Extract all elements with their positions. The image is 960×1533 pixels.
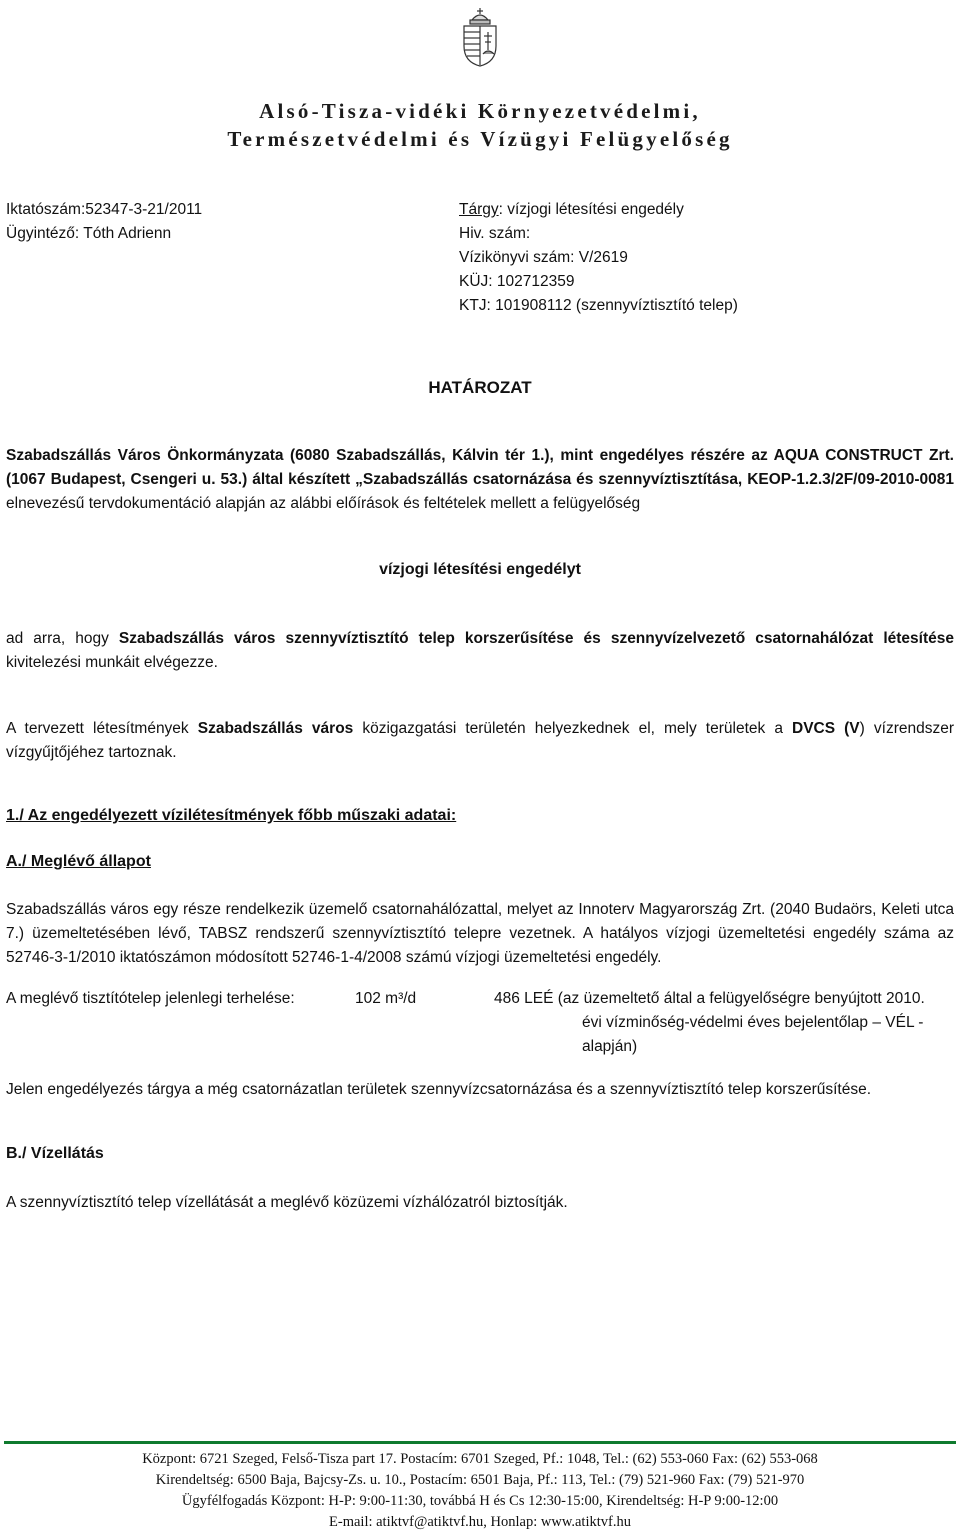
section1-title: 1./ Az engedélyezett vízilétesítmények főbb műszaki adatai: <box>6 807 457 824</box>
footer-line2: Kirendeltség: 6500 Baja, Bajcsy-Zs. u. 10., Postacím: 6501 Baja, Pf.: 113, Tel.: (79) 521-960 Fax: (79) 521-970 <box>155 1472 805 1488</box>
load-label: A meglévő tisztítótelep jelenlegi terhelése: <box>6 990 295 1007</box>
file-number: Iktatószám:52347-3-21/2011 <box>6 201 203 218</box>
decision-title: HATÁROZAT <box>428 378 532 397</box>
load-flow: 102 m³/d <box>355 990 417 1007</box>
grant-bold: Szabadszállás város szennyvíztisztító telep korszerűsítése és szennyvízelvezető csatornahálózat létesítése <box>118 630 954 647</box>
office-name-line1: Alsó-Tisza-vidéki Környezetvédelmi, <box>259 99 701 123</box>
grant-prefix: ad arra, hogy <box>6 630 119 647</box>
area-part1: A tervezett létesítmények <box>6 720 198 737</box>
intro-paragraph <box>6 444 954 516</box>
subject-paragraph: Jelen engedélyezés tárgya a még csatornázatlan területek szennyvízcsatornázása és a szennyvíztisztító telep korszerűsítése. <box>6 1081 872 1098</box>
footer <box>0 1449 960 1533</box>
load-le-line1: 486 LEÉ (az üzemeltető által a felügyelőségre benyújtott 2010. <box>494 990 925 1007</box>
sectionB-title: B./ Vízellátás <box>6 1145 104 1162</box>
case-officer: Ügyintéző: Tóth Adrienn <box>6 225 172 242</box>
water-paragraph: A szennyvíztisztító telep vízellátását a meglévő közüzemi vízhálózatról biztosítják. <box>6 1194 568 1211</box>
intro-bold: Szabadszállás Város Önkormányzata (6080 Szabadszállás, Kálvin tér 1.), mint engedélyes részére az AQUA CONSTRUCT Zrt. (1067 Budapest, Csengeri u. 53.) által készített „Szabadszállás csatornázása és szennyvíztisztítása, KEOP-1.2.3/2F/09-2010-0081 <box>6 447 954 488</box>
intro-normal: elnevezésű tervdokumentáció alapján az alábbi előírások és feltételek mellett a felügyelőség <box>6 495 641 512</box>
grant-paragraph <box>6 627 954 675</box>
reference-right <box>459 198 738 318</box>
ktj-number: KTJ: 101908112 (szennyvíztisztító telep) <box>459 297 738 314</box>
load-le-line2: évi vízminőség-védelmi éves bejelentőlap – VÉL - alapján) <box>582 1014 924 1055</box>
footer-line4: E-mail: atiktvf@atiktvf.hu, Honlap: www.atiktvf.hu <box>329 1514 631 1530</box>
subject-value: : vízjogi létesítési engedély <box>498 201 684 218</box>
kuj-number: KÜJ: 102712359 <box>459 273 575 290</box>
area-part2: közigazgatási területén helyezkednek el, mely területek a <box>353 720 793 737</box>
water-book-number: Vízikönyvi szám: V/2619 <box>459 249 628 266</box>
plant-load-row <box>6 987 954 1062</box>
hungarian-coat-of-arms-icon <box>458 6 502 68</box>
area-bold2: DVCS (V <box>792 720 860 737</box>
subject-label: Tárgy <box>459 201 499 218</box>
area-bold1: Szabadszállás város <box>197 720 354 737</box>
footer-line1: Központ: 6721 Szeged, Felső-Tisza part 17. Postacím: 6701 Szeged, Pf.: 1048, Tel.: (62) 553-060 Fax: (62) 553-068 <box>142 1451 818 1467</box>
reference-number: Hiv. szám: <box>459 225 531 242</box>
area-part3: ) vízrendszer vízgyűjtőjéhez tartoznak. <box>6 720 954 761</box>
grant-suffix: kivitelezési munkáit elvégezze. <box>6 654 218 671</box>
footer-divider <box>4 1441 956 1444</box>
existing-paragraph: Szabadszállás város egy része rendelkezik üzemelő csatornahálózattal, melyet az Innoterv Magyarország Zrt. (2040 Budaörs, Keleti utca 7.) üzemeltetésében lévő, TABSZ rendszerű szennyvíztisztító telepre vezetnek. A hatályos vízjogi üzemeltetési engedély száma az 52746-3-1/2010 iktatószámon módosított 52746-1-4/2008 számú vízjogi üzemeltetési engedély. <box>6 901 954 966</box>
area-paragraph <box>6 717 954 765</box>
subject-line <box>459 198 738 222</box>
permit-title: vízjogi létesítési engedélyt <box>379 561 581 578</box>
office-name-line2: Természetvédelmi és Vízügyi Felügyelőség <box>227 127 733 151</box>
reference-left <box>6 198 202 246</box>
sectionA-title: A./ Meglévő állapot <box>6 853 151 870</box>
footer-line3: Ügyfélfogadás Központ: H-P: 9:00-11:30, továbbá H és Cs 12:30-15:00, Kirendeltség: H-P 9:00-12:00 <box>181 1493 779 1509</box>
